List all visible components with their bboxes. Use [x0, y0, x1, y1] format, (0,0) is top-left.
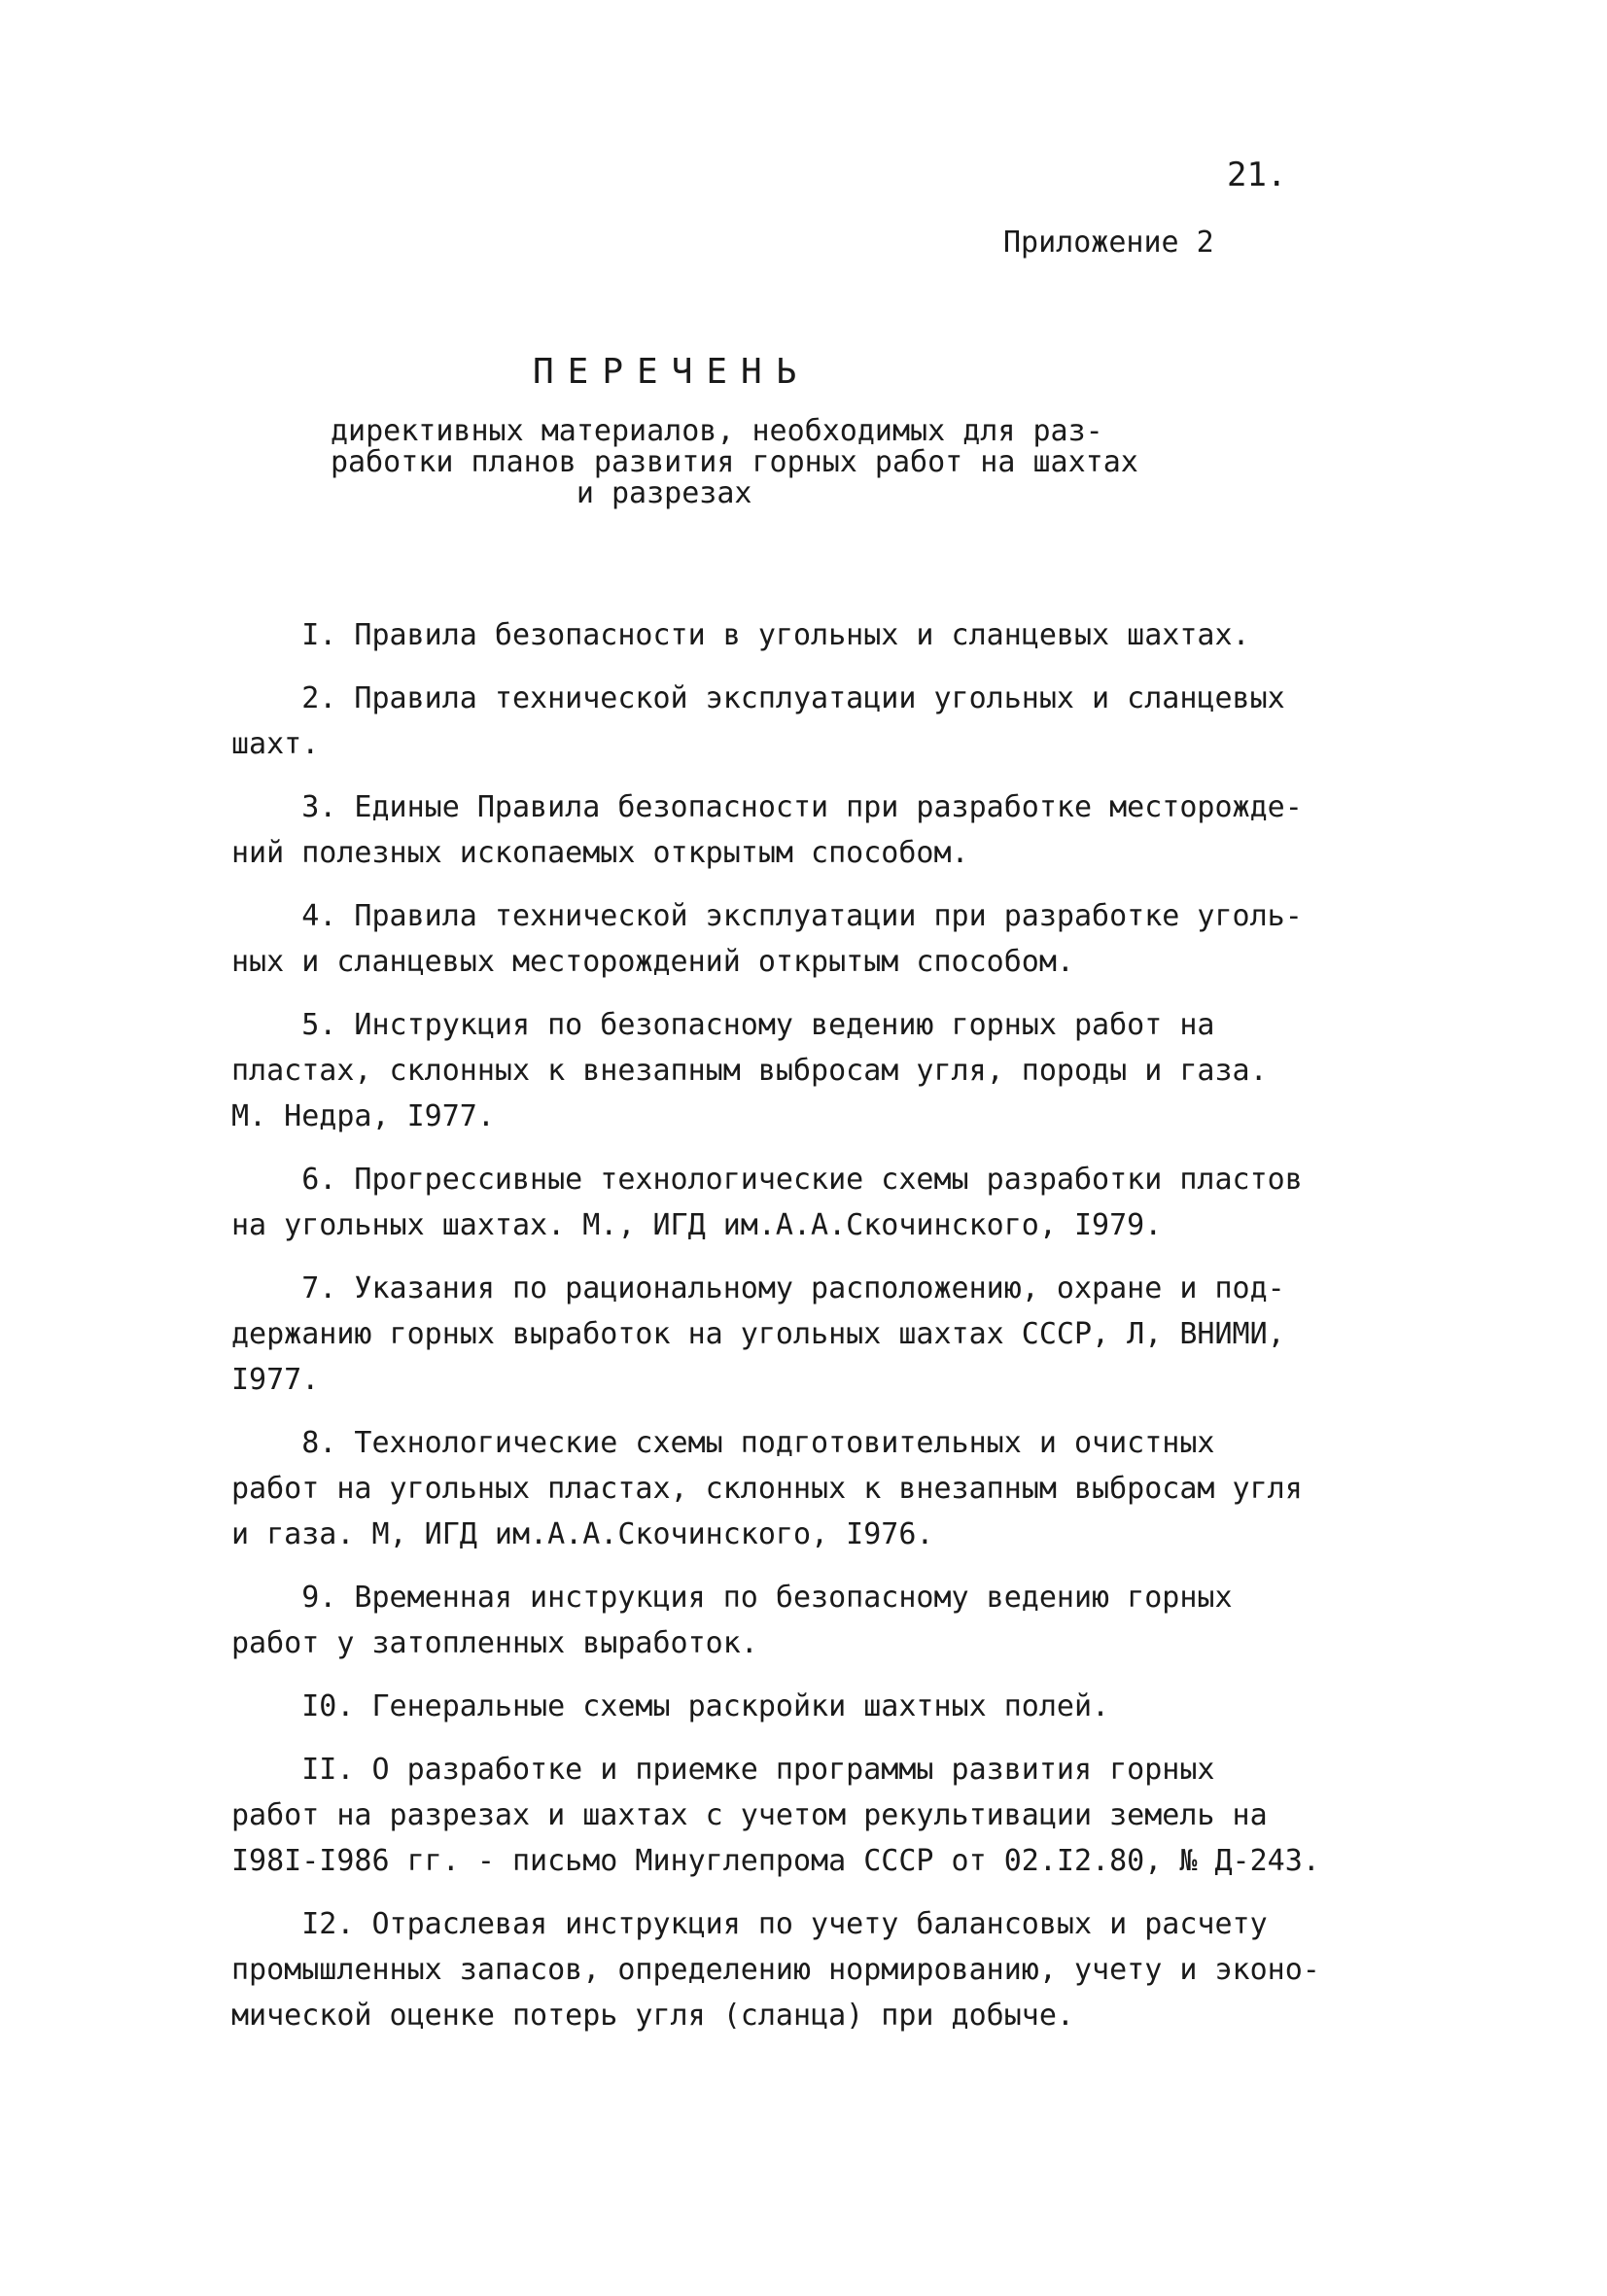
list-item-line: М. Недра, I977.: [231, 1099, 495, 1133]
list-item: [231, 1575, 1398, 1666]
list-item-line: мической оценке потерь угля (сланца) при добыче.: [231, 1999, 1074, 2033]
list-item: [231, 1002, 1398, 1139]
list-item-line: и газа. М, ИГД им.А.А.Скочинского, I976.: [231, 1517, 934, 1551]
list-item-line: работ у затопленных выработок.: [231, 1626, 758, 1660]
list-item-line: I977.: [231, 1363, 320, 1397]
list-item-line: 4. Правила технической эксплуатации при разработке уголь-: [231, 899, 1303, 933]
list-item: [231, 1266, 1398, 1403]
list-item: [231, 784, 1398, 876]
list-item: [231, 1747, 1398, 1884]
subtitle-line: работки планов развития горных работ на шахтах: [331, 445, 1138, 479]
document-subtitle: [331, 416, 1235, 509]
list-item-line: пластах, склонных к внезапным выбросам угля, породы и газа.: [231, 1054, 1268, 1088]
list-item-line: II. О разработке и приемке программы развития горных: [231, 1753, 1215, 1787]
list-item: [231, 1901, 1398, 2038]
page-number: 21.: [1227, 156, 1287, 194]
list-item-line: 2. Правила технической эксплуатации угольных и сланцевых: [231, 681, 1285, 715]
list-item-line: держанию горных выработок на угольных шахтах СССР, Л, ВНИМИ,: [231, 1317, 1285, 1351]
appendix-label: Приложение 2: [1003, 226, 1214, 260]
list-item-line: работ на угольных пластах, склонных к внезапным выбросам угля: [231, 1472, 1303, 1506]
subtitle-line: и разрезах: [331, 476, 752, 510]
list-item-line: I0. Генеральные схемы раскройки шахтных полей.: [231, 1689, 1110, 1723]
list-item-line: 6. Прогрессивные технологические схемы разработки пластов: [231, 1163, 1303, 1197]
list-item: [231, 893, 1398, 985]
list-item-line: промышленных запасов, определению нормированию, учету и эконо-: [231, 1953, 1320, 1987]
list-item-line: работ на разрезах и шахтах с учетом рекультивации земель на: [231, 1798, 1268, 1832]
list-item-line: I98I-I986 гг. - письмо Минуглепрома СССР от 02.I2.80, № Д-243.: [231, 1844, 1320, 1878]
directive-list: [231, 612, 1398, 2056]
list-item-line: 8. Технологические схемы подготовительных и очистных: [231, 1426, 1215, 1460]
list-item-line: на угольных шахтах. М., ИГД им.А.А.Скочинского, I979.: [231, 1208, 1163, 1242]
list-item-line: шахт.: [231, 727, 320, 761]
list-item-line: ний полезных ископаемых открытым способом.: [231, 836, 969, 870]
list-item-line: I2. Отраслевая инструкция по учету балансовых и расчету: [231, 1907, 1268, 1941]
list-item-line: 3. Единые Правила безопасности при разработке месторожде-: [231, 790, 1303, 824]
list-item-line: ных и сланцевых месторождений открытым способом.: [231, 945, 1074, 979]
list-item: [231, 1157, 1398, 1248]
list-item-line: 9. Временная инструкция по безопасному ведению горных: [231, 1581, 1233, 1615]
list-item-line: I. Правила безопасности в угольных и сланцевых шахтах.: [231, 618, 1250, 652]
list-item-line: 7. Указания по рациональному расположению, охране и под-: [231, 1271, 1285, 1305]
list-item-line: 5. Инструкция по безопасному ведению горных работ на: [231, 1008, 1215, 1042]
subtitle-line: директивных материалов, необходимых для раз-: [331, 414, 1103, 448]
list-item: [231, 612, 1398, 658]
list-item: [231, 676, 1398, 767]
list-item: [231, 1420, 1398, 1557]
document-title: ПЕРЕЧЕНЬ: [533, 352, 811, 392]
list-item: [231, 1684, 1398, 1729]
